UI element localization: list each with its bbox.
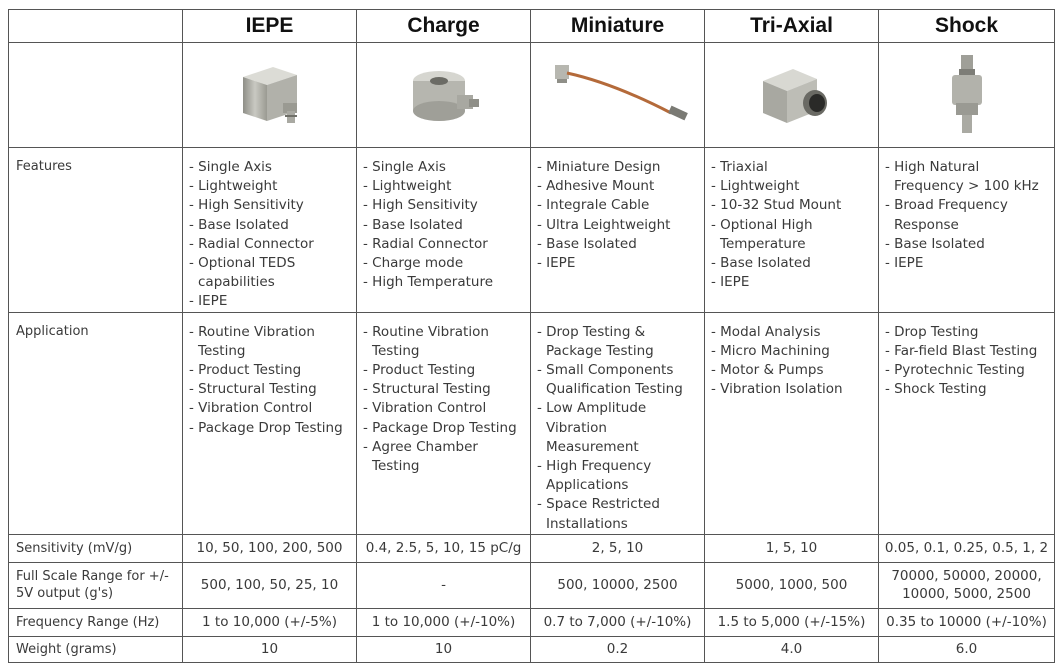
fullscale-value: 500, 100, 50, 25, 10 [183, 562, 357, 608]
shock-sensor-icon [922, 53, 1012, 137]
list-item: - Vibration Control [189, 400, 313, 417]
image-cell-triaxial [705, 43, 879, 148]
column-header-iepe: IEPE [183, 10, 357, 43]
frequency-value: 1.5 to 5,000 (+/-15%) [705, 608, 879, 636]
list-item: - 10-32 Stud Mount [711, 197, 842, 214]
list-item: - Product Testing [189, 362, 302, 379]
list-item: - IEPE [711, 274, 750, 291]
bullet-list [537, 158, 700, 273]
fullscale-row [9, 562, 1055, 608]
features-row [9, 148, 1055, 313]
list-item: - High Temperature [363, 274, 493, 291]
list-item: - Lightweight [711, 178, 800, 195]
list-item: - Miniature Design [537, 159, 661, 175]
application-cell [705, 312, 879, 534]
list-item: - Lightweight [363, 178, 452, 195]
column-header-triaxial: Tri-Axial [705, 10, 879, 43]
list-item: - IEPE [537, 255, 576, 272]
list-item: - Lightweight [189, 178, 278, 195]
bullet-list [189, 158, 352, 312]
list-item: - Base Isolated [363, 216, 463, 233]
row-label-frequency: Frequency Range (Hz) [9, 608, 183, 636]
sensitivity-value: 0.05, 0.1, 0.25, 0.5, 1, 2 [879, 534, 1055, 562]
row-label-fullscale: Full Scale Range for +/- 5V output (g's) [9, 562, 183, 608]
list-item: - Base Isolated [537, 235, 637, 252]
list-item: - Single Axis [189, 159, 272, 175]
weight-value: 10 [183, 636, 357, 662]
weight-value: 0.2 [531, 636, 705, 662]
list-item: - Charge mode [363, 255, 464, 272]
list-item: - Modal Analysis [711, 323, 821, 340]
list-item: - Pyrotechnic Testing [885, 362, 1025, 379]
charge-sensor-icon [399, 55, 489, 135]
miniature-sensor-icon [543, 55, 693, 135]
fullscale-value: 5000, 1000, 500 [705, 562, 879, 608]
row-label-features: Features [9, 148, 183, 313]
bullet-list [711, 158, 874, 292]
accelerometer-comparison-table [8, 9, 1055, 663]
image-corner-cell [9, 43, 183, 148]
list-item: - IEPE [189, 293, 228, 310]
sensitivity-row [9, 534, 1055, 562]
list-item: - Optional High Temperature [711, 216, 813, 252]
sensitivity-value: 2, 5, 10 [531, 534, 705, 562]
list-item: - Single Axis [363, 159, 446, 175]
list-item: - Product Testing [363, 362, 476, 379]
list-item: - Vibration Control [363, 400, 487, 417]
frequency-value: 0.35 to 10000 (+/-10%) [879, 608, 1055, 636]
list-item: - Space Restricted Installations [537, 496, 660, 532]
row-label-application: Application [9, 312, 183, 534]
image-cell-iepe [183, 43, 357, 148]
application-cell [531, 312, 705, 534]
fullscale-value: 500, 10000, 2500 [531, 562, 705, 608]
list-item: - Micro Machining [711, 342, 830, 359]
bullet-list [189, 323, 352, 438]
list-item: - Ultra Leightweight [537, 216, 671, 233]
list-item: - Vibration Isolation [711, 381, 843, 398]
column-header-charge: Charge [357, 10, 531, 43]
sensitivity-value: 0.4, 2.5, 5, 10, 15 pC/g [357, 534, 531, 562]
list-item: - Integrale Cable [537, 197, 650, 214]
fullscale-value: - [357, 562, 531, 608]
list-item: - Routine Vibration Testing [189, 323, 315, 359]
row-label-sensitivity: Sensitivity (mV/g) [9, 534, 183, 562]
image-cell-shock [879, 43, 1055, 148]
image-row [9, 43, 1055, 148]
list-item: - Low Amplitude Vibration Measurement [537, 400, 647, 455]
triaxial-sensor-icon [747, 55, 837, 135]
list-item: - Drop Testing [885, 323, 979, 340]
list-item: - Agree Chamber Testing [363, 438, 478, 475]
features-cell [183, 148, 357, 313]
fullscale-value: 70000, 50000, 20000, 10000, 5000, 2500 [879, 562, 1055, 608]
weight-value: 10 [357, 636, 531, 662]
application-row [9, 312, 1055, 534]
list-item: - Structural Testing [363, 381, 491, 398]
weight-row [9, 636, 1055, 662]
list-item: - Routine Vibration Testing [363, 323, 489, 359]
sensitivity-value: 10, 50, 100, 200, 500 [183, 534, 357, 562]
list-item: - Base Isolated [711, 255, 811, 272]
list-item: - Base Isolated [189, 216, 289, 233]
weight-value: 4.0 [705, 636, 879, 662]
header-row [9, 10, 1055, 43]
list-item: - Drop Testing & Package Testing [537, 323, 654, 359]
list-item: - Broad Frequency Response [885, 197, 1008, 233]
list-item: - High Sensitivity [189, 197, 304, 214]
bullet-list [363, 158, 526, 292]
list-item: - Radial Connector [189, 235, 314, 252]
list-item: - Adhesive Mount [537, 178, 655, 195]
list-item: - Far-field Blast Testing [885, 342, 1038, 359]
list-item: - Triaxial [711, 159, 768, 175]
image-cell-charge [357, 43, 531, 148]
column-header-miniature: Miniature [531, 10, 705, 43]
features-cell [705, 148, 879, 313]
list-item: - Package Drop Testing [189, 419, 343, 436]
bullet-list [537, 323, 700, 534]
bullet-list [363, 323, 526, 477]
list-item: - Structural Testing [189, 381, 317, 398]
application-cell [183, 312, 357, 534]
features-cell [531, 148, 705, 313]
list-item: - IEPE [885, 255, 924, 272]
bullet-list [885, 158, 1050, 273]
weight-value: 6.0 [879, 636, 1055, 662]
list-item: - High Natural Frequency > 100 kHz [885, 159, 1039, 195]
list-item: - Package Drop Testing [363, 419, 517, 436]
list-item: - Shock Testing [885, 381, 987, 398]
application-cell [879, 312, 1055, 534]
list-item: - Motor & Pumps [711, 362, 824, 379]
iepe-sensor-icon [225, 55, 315, 135]
features-cell [357, 148, 531, 313]
list-item: - Small Components Qualification Testing [537, 362, 683, 398]
features-cell [879, 148, 1055, 313]
sensitivity-value: 1, 5, 10 [705, 534, 879, 562]
list-item: - High Sensitivity [363, 197, 478, 214]
corner-cell [9, 10, 183, 43]
list-item: - Base Isolated [885, 235, 985, 252]
column-header-shock: Shock [879, 10, 1055, 43]
application-cell [357, 312, 531, 534]
frequency-value: 1 to 10,000 (+/-10%) [357, 608, 531, 636]
list-item: - High Frequency Applications [537, 458, 652, 494]
frequency-value: 1 to 10,000 (+/-5%) [183, 608, 357, 636]
list-item: - Radial Connector [363, 235, 488, 252]
frequency-value: 0.7 to 7,000 (+/-10%) [531, 608, 705, 636]
list-item: - Optional TEDS capabilities [189, 255, 296, 291]
frequency-row [9, 608, 1055, 636]
bullet-list [711, 323, 874, 400]
bullet-list [885, 323, 1050, 400]
image-cell-miniature [531, 43, 705, 148]
row-label-weight: Weight (grams) [9, 636, 183, 662]
